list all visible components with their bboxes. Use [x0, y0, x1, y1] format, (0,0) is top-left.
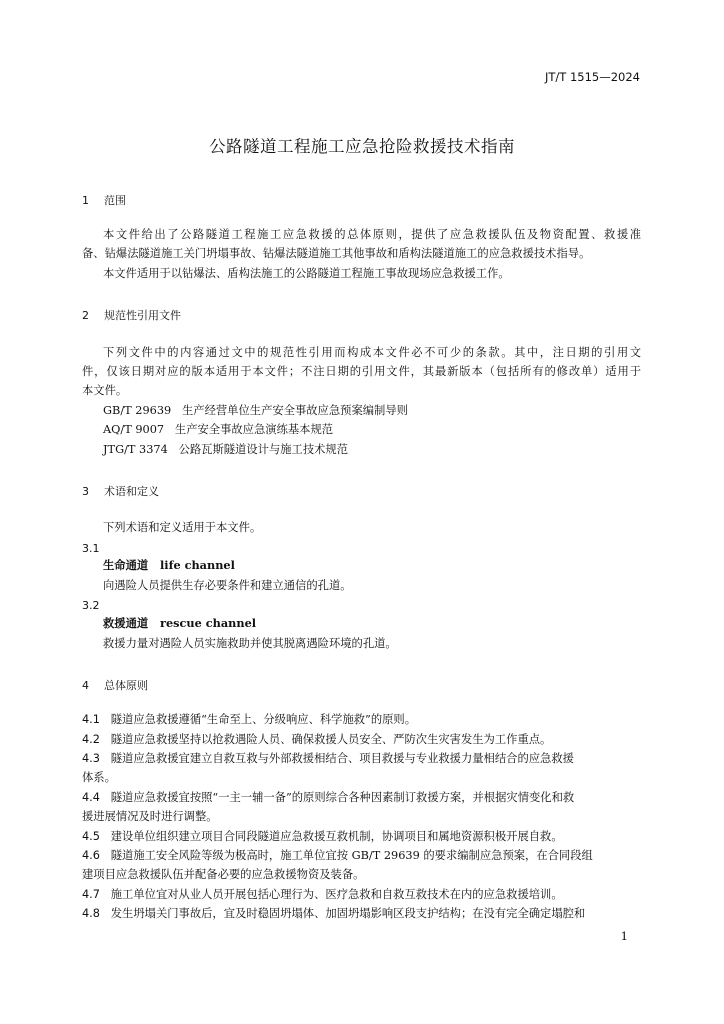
term-heading	[103, 618, 256, 629]
clause-text: 隧道应急救援坚持以抢救遇险人员、确保救援人员安全、严防次生灾害发生为工作重点。	[110, 733, 552, 746]
clause-text: 隧道施工安全风险等级为极高时，施工单位宜按 GB/T 29639 的要求编制应急预案，在合同段组	[110, 849, 593, 862]
clause-4-1	[82, 714, 416, 725]
term-heading	[103, 560, 235, 571]
section-title: 范围	[104, 194, 126, 207]
reference-name: 生产经营单位生产安全事故应急预案编制导则	[181, 404, 408, 417]
clause-number: 4.6	[82, 849, 100, 862]
clause-text: 隧道应急救援宜建立自救互救与外部救援相结合、项目救援与专业救援力量相结合的应急救援	[110, 752, 574, 765]
term-zh: 救援通道	[103, 616, 149, 630]
section-number: 4	[82, 679, 89, 692]
references-intro-line: 本文件。	[82, 384, 128, 397]
references-intro-line: 下列文件中的内容通过文中的规范性引用而构成本文件必不可少的条款。其中，注日期的引用文	[103, 346, 641, 359]
section-title: 规范性引用文件	[104, 309, 181, 322]
reference-name: 公路瓦斯隧道设计与施工技术规范	[178, 443, 349, 456]
reference-item	[103, 424, 333, 435]
clause-number: 4.8	[82, 907, 100, 920]
clause-text-continuation: 体系。	[82, 771, 116, 784]
section-number: 3	[82, 485, 89, 498]
section-number: 1	[82, 194, 89, 207]
clause-text: 隧道应急救援宜按照“一主一辅一备”的原则综合各种因素制订救援方案，并根据灾情变化和救	[110, 791, 575, 804]
scope-paragraph-line: 本文件给出了公路隧道工程施工应急救援的总体原则，提供了应急救援队伍及物资配置、救援准	[103, 228, 641, 241]
clause-number: 4.3	[82, 752, 100, 765]
clause-4-4	[82, 792, 574, 803]
section-2-heading	[82, 307, 181, 323]
term-definition: 向遇险人员提供生存必要条件和建立通信的孔道。	[103, 579, 352, 592]
document-title: 公路隧道工程施工应急抢险救援技术指南	[209, 137, 515, 156]
clause-4-8	[82, 908, 585, 919]
clause-text: 建设单位组织建立项目合同段隧道应急救援互救机制，协调项目和属地资源积极开展自救。	[110, 830, 563, 843]
reference-code: JTG/T 3374	[103, 443, 168, 456]
reference-code: GB/T 29639	[103, 404, 172, 417]
scope-paragraph-line: 备、钻爆法隧道施工关门坍塌事故、钻爆法隧道施工其他事故和盾构法隧道施工的应急救援技术指导。	[82, 247, 591, 260]
term-number: 3.1	[82, 542, 100, 555]
clause-text: 隧道应急救援遵循“生命至上、分级响应、科学施救”的原则。	[110, 713, 417, 726]
reference-name: 生产安全事故应急演练基本规范	[174, 423, 334, 436]
term-en: rescue channel	[160, 616, 257, 630]
section-number: 2	[82, 309, 89, 322]
section-1-heading	[82, 192, 126, 208]
reference-item	[103, 444, 348, 455]
references-intro-line: 件，仅该日期对应的版本适用于本文件；不注日期的引用文件，其最新版本（包括所有的修改单）适用于	[82, 365, 641, 378]
term-zh: 生命通道	[103, 558, 149, 572]
section-3-heading	[82, 483, 159, 499]
clause-4-3	[82, 753, 574, 764]
reference-item	[103, 405, 408, 416]
clause-4-6	[82, 850, 593, 861]
clause-number: 4.5	[82, 830, 100, 843]
clause-number: 4.2	[82, 733, 100, 746]
reference-code: AQ/T 9007	[103, 423, 165, 436]
clause-4-7	[82, 889, 563, 900]
terms-intro: 下列术语和定义适用于本文件。	[103, 521, 262, 534]
standard-code: JT/T 1515—2024	[544, 70, 640, 84]
term-definition: 救援力量对遇险人员实施救助并使其脱离遇险环境的孔道。	[103, 637, 397, 650]
clause-text-continuation: 建项目应急救援队伍并配备必要的应急救援物资及装备。	[82, 868, 365, 881]
clause-number: 4.1	[82, 713, 100, 726]
term-number: 3.2	[82, 599, 100, 612]
clause-text-continuation: 援进展情况及时进行调整。	[82, 810, 218, 823]
clause-number: 4.4	[82, 791, 100, 804]
page-number: 1	[620, 929, 628, 943]
clause-text: 施工单位宜对从业人员开展包括心理行为、医疗急救和自救互救技术在内的应急救援培训。	[110, 888, 563, 901]
scope-paragraph: 本文件适用于以钻爆法、盾构法施工的公路隧道工程施工事故现场应急救援工作。	[103, 267, 510, 280]
section-4-heading	[82, 677, 148, 693]
clause-number: 4.7	[82, 888, 100, 901]
section-title: 总体原则	[104, 679, 148, 692]
section-title: 术语和定义	[104, 485, 159, 498]
clause-4-2	[82, 734, 551, 745]
term-en: life channel	[160, 558, 235, 572]
clause-text: 发生坍塌关门事故后，宜及时稳固坍塌体、加固坍塌影响区段支护结构；在没有完全确定塌腔和	[110, 907, 586, 920]
clause-4-5	[82, 831, 563, 842]
